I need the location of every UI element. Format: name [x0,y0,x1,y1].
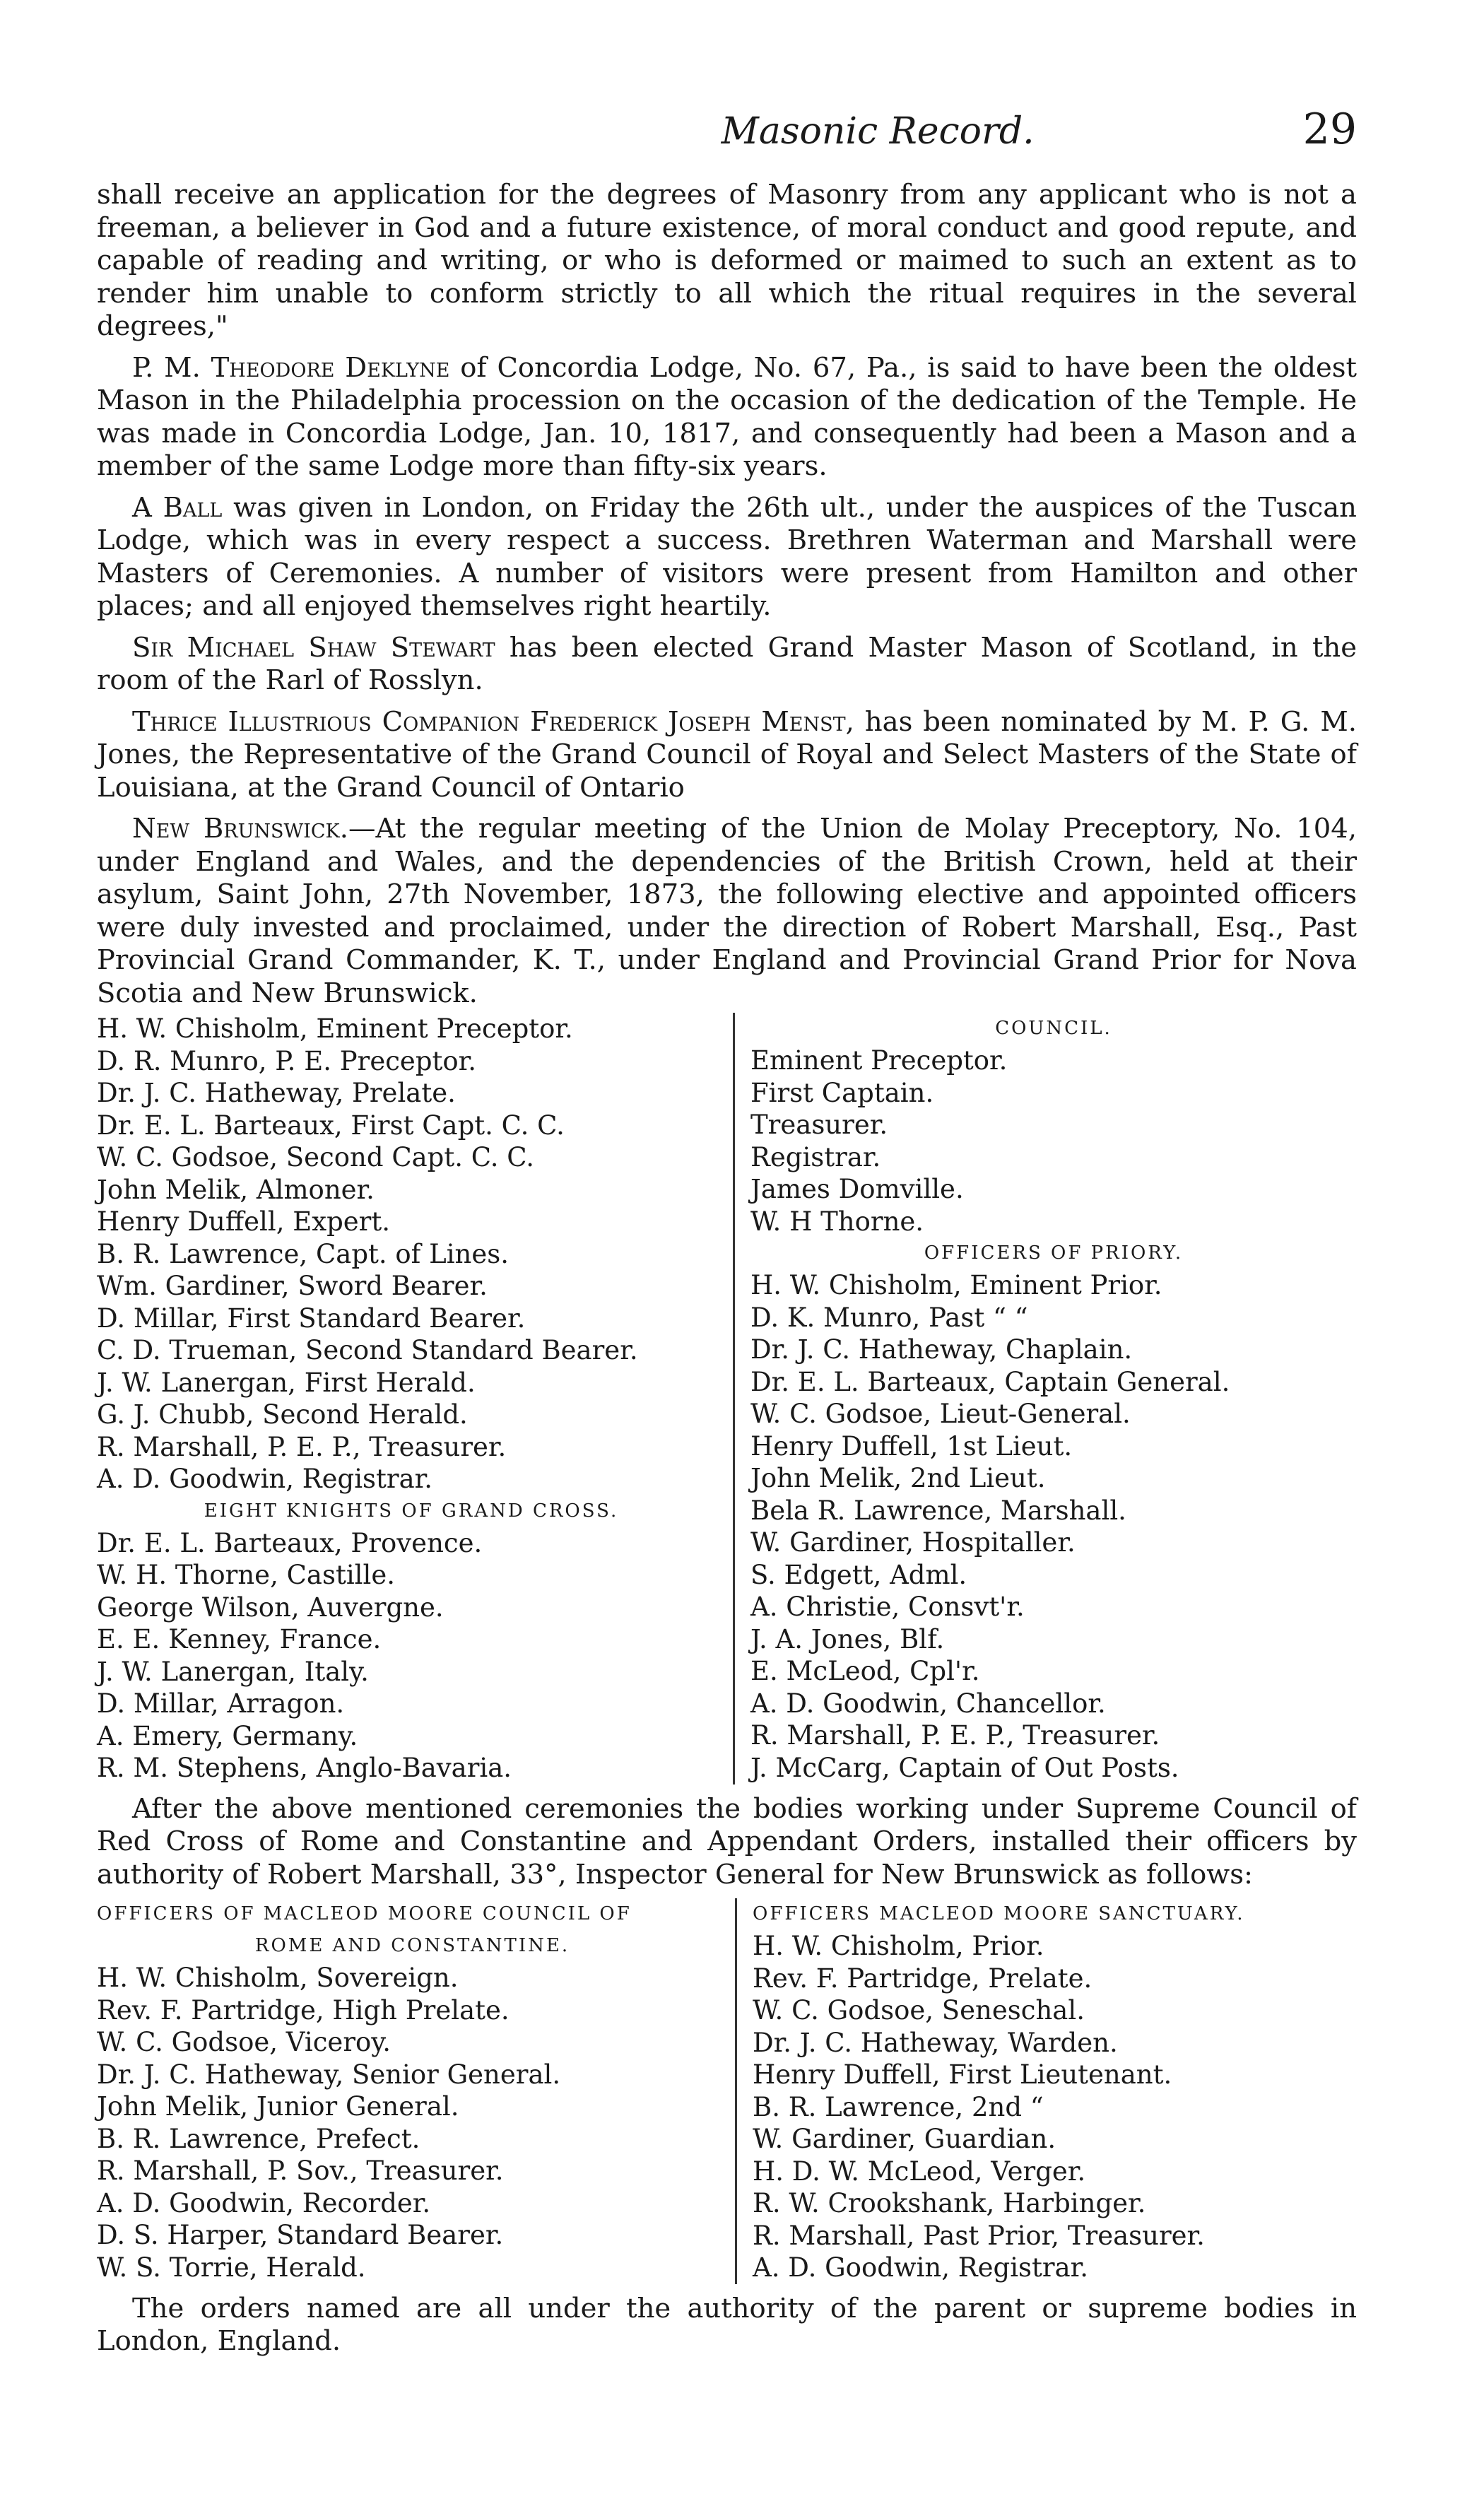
running-head [97,105,1357,179]
list-item: E. McLeod, Cpl'r. [750,1656,980,1686]
list-item: Henry Duffell, Expert. [97,1206,390,1237]
preceptory-column [97,1013,733,1784]
section-heading-rome-line2: ROME AND CONSTANTINE. [254,1935,570,1956]
list-item: C. D. Trueman, Second Standard Bearer. [97,1335,638,1365]
list-item: John Melik, 2nd Lieut. [750,1463,1046,1493]
list-item: A. D. Goodwin, Recorder. [97,2187,431,2218]
list-item: A. D. Goodwin, Registrar. [753,2252,1089,2283]
rome-column [97,1898,735,2284]
list-item: D. R. Munro, P. E. Preceptor. [97,1045,477,1076]
list-item: D. S. Harper, Standard Bearer. [97,2220,504,2250]
list-item: H. W. Chisholm, Sovereign. [97,1963,459,1993]
section-heading-sanctuary: OFFICERS MACLEOD MOORE SANCTUARY. [753,1903,1245,1924]
list-item: John Melik, Almoner. [97,1174,375,1205]
list-item: J. W. Lanergan, First Herald. [97,1367,476,1398]
list-item: Dr. J. C. Hatheway, Senior General. [97,2059,561,2090]
list-item: B. R. Lawrence, Capt. of Lines. [97,1238,510,1269]
list-item: Dr. J. C. Hatheway, Prelate. [97,1078,456,1108]
paragraph-closing: The orders named are all under the authority of the parent or supreme bodies in London, England. [97,2292,1357,2357]
list-item: R. Marshall, Past Prior, Treasurer. [753,2220,1205,2251]
list-item: E. E. Kenney, France. [97,1624,382,1654]
list-item: R. W. Crookshank, Harbinger. [753,2188,1146,2218]
lead-in: A Ball [132,491,223,524]
paragraph-text: was given in London, on Friday the 26th ult., under the auspices of the Tuscan Lodge, which was in every respect a success. Brethren Waterman and Marshall were Masters of Ceremonies. A number of visitors were present from Hamilton and other places; and all enjoyed themselves right heartily. [97,491,1357,622]
list-item: H. W. Chisholm, Prior. [753,1931,1044,1961]
list-item: W. Gardiner, Hospitaller. [750,1527,1076,1558]
list-item: John Melik, Junior General. [97,2091,459,2122]
list-item: R. Marshall, P. E. P., Treasurer. [750,1720,1160,1751]
list-item: Henry Duffell, First Lieutenant. [753,2059,1172,2090]
list-item: W. C. Godsoe, Lieut-General. [750,1399,1131,1429]
council-priory-column [733,1013,1357,1784]
list-item: R. M. Stephens, Anglo-Bavaria. [97,1753,512,1783]
list-item: Dr. J. C. Hatheway, Warden. [753,2027,1118,2058]
list-item: J. A. Jones, Blf. [750,1623,945,1654]
list-item: A. Christie, Consvt'r. [750,1592,1025,1622]
lead-in: Thrice Illustrious Companion Frederick Joseph Menst, [132,705,854,738]
section-heading-rome: OFFICERS OF MACLEOD MOORE COUNCIL OF [97,1903,632,1924]
section-heading-council: COUNCIL. [995,1018,1112,1039]
list-item: Dr. E. L. Barteaux, First Capt. C. C. [97,1110,565,1141]
officer-columns-preceptory [97,1013,1357,1784]
running-title: Masonic Record. [721,110,1035,153]
list-item: A. D. Goodwin, Chancellor. [750,1688,1106,1719]
list-item: Dr. E. L. Barteaux, Captain General. [750,1366,1230,1397]
list-item: A. Emery, Germany. [97,1720,358,1751]
list-item: Bela R. Lawrence, Marshall. [750,1495,1126,1526]
paragraph-text: has been elected Grand Master Mason of Scotland, in the room of the Rarl of Rosslyn. [97,631,1357,696]
list-item: James Domville. [750,1174,964,1204]
list-item: H. W. Chisholm, Eminent Prior. [750,1270,1162,1300]
list-item: J. McCarg, Captain of Out Posts. [750,1752,1179,1783]
section-heading-knights: EIGHT KNIGHTS OF GRAND CROSS. [204,1500,619,1522]
list-item: First Captain. [750,1077,934,1108]
list-item: W. C. Godsoe, Seneschal. [753,1995,1085,2025]
paragraph-ball [97,492,1357,623]
list-item: W. H Thorne. [750,1206,924,1237]
list-item: G. J. Chubb, Second Herald. [97,1399,468,1430]
paragraph-text: —At the regular meeting of the Union de Molay Preceptory, No. 104, under England and Wales, and the dependencies of the British Crown, held at their asylum, Saint John, 27th November, 1873, the following elective and appointed officers were duly invested and proclaimed, under the direction of Robert Marshall, Esq., Past Provincial Grand Commander, K. T., under England and Provincial Grand Prior for Nova Scotia and New Brunswick. [97,813,1358,1009]
list-item: Rev. F. Partridge, High Prelate. [97,1994,510,2025]
list-item: Eminent Preceptor. [750,1045,1008,1076]
lead-in: Sir Michael Shaw Stewart [132,631,495,664]
section-heading-priory: OFFICERS OF PRIORY. [924,1242,1184,1264]
list-item: Treasurer. [750,1110,888,1140]
list-item: W. C. Godsoe, Second Capt. C. C. [97,1142,535,1172]
list-item: W. H. Thorne, Castille. [97,1560,395,1590]
paragraph-deklyne [97,352,1357,483]
list-item: D. Millar, First Standard Bearer. [97,1303,526,1334]
list-item: A. D. Goodwin, Registrar. [97,1464,433,1494]
list-item: Dr. J. C. Hatheway, Chaplain. [750,1334,1133,1365]
list-item: George Wilson, Auvergne. [97,1592,444,1623]
list-item: H. D. W. McLeod, Verger. [753,2156,1086,2187]
list-item: J. W. Lanergan, Italy. [97,1656,369,1687]
list-item: R. Marshall, P. Sov., Treasurer. [97,2156,504,2186]
list-item: R. Marshall, P. E. P., Treasurer. [97,1431,507,1462]
officer-columns-rome [97,1898,1357,2284]
list-item: W. C. Godsoe, Viceroy. [97,2027,391,2057]
list-item: D. Millar, Arragon. [97,1688,345,1719]
list-item: H. W. Chisholm, Eminent Preceptor. [97,1013,573,1044]
sanctuary-column [735,1898,1357,2284]
paragraph-red-cross: After the above mentioned ceremonies the bodies working under Supreme Council of Red Cross of Rome and Constantine and Appendant Orders, installed their officers by authority of Robert Marshall, 33°, Inspector General for New Brunswick as follows: [97,1792,1357,1891]
paragraph-stewart [97,632,1357,698]
list-item: D. K. Munro, Past “ “ [750,1302,1028,1333]
list-item: W. Gardiner, Guardian. [753,2124,1056,2154]
lead-in: New Brunswick. [132,813,348,845]
page-number: 29 [1302,105,1357,154]
list-item: W. S. Torrie, Herald. [97,2252,366,2283]
list-item: B. R. Lawrence, Prefect. [97,2123,420,2154]
paragraph-text: has been nominated by M. P. G. M. Jones, the Representative of the Grand Council of Royal and Select Masters of the State of Louisiana, at the Grand Council of Ontario [97,705,1357,804]
paragraph-continuation: shall receive an application for the degrees of Masonry from any applicant who is not a freeman, a believer in God and a future existence, of moral conduct and good repute, and capable of reading and writing, or who is deformed or maimed to such an extent as to render him unable to conform strictly to all which the ritual requires in the several degrees," [97,179,1357,342]
list-item: S. Edgett, Adml. [750,1559,967,1590]
list-item: B. R. Lawrence, 2nd “ [753,2091,1044,2122]
list-item: Rev. F. Partridge, Prelate. [753,1963,1093,1994]
list-item: Dr. E. L. Barteaux, Provence. [97,1527,483,1558]
list-item: Henry Duffell, 1st Lieut. [750,1430,1073,1462]
paragraph-menst [97,706,1357,805]
lead-in: P. M. Theodore Deklyne [132,351,450,384]
paragraph-text: of Concordia Lodge, No. 67, Pa., is said to have been the oldest Mason in the Philadelphia procession on the occasion of the dedication of the Temple. He was made in Concordia Lodge, Jan. 10, 1817, and consequently had been a Mason and a member of the same Lodge more than fifty-six years. [97,351,1358,482]
list-item: Wm. Gardiner, Sword Bearer. [97,1271,488,1301]
paragraph-new-brunswick [97,813,1357,1010]
list-item: Registrar. [750,1141,881,1172]
